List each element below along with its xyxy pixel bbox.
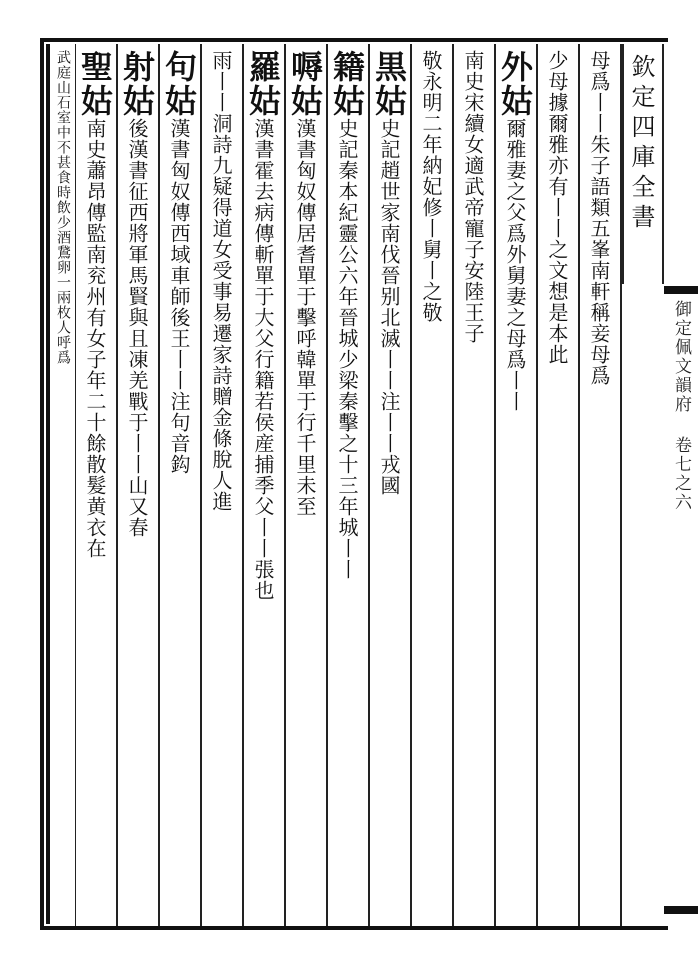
text-column (160, 44, 202, 926)
entry-heading: 黒姑 (370, 50, 408, 118)
text-column (244, 44, 286, 926)
entry-heading: 射姑 (118, 50, 156, 118)
frame-inner-rule (46, 44, 50, 924)
text-column (370, 44, 412, 926)
text-column (202, 44, 244, 926)
column-text: 母爲丨丨朱子語類五峯南軒稱妾母爲 (587, 50, 611, 386)
text-column (286, 44, 328, 926)
text-column (580, 44, 622, 926)
column-text: 史記趙世家南伐晉别北滅丨丨注丨丨戎國 (377, 118, 401, 496)
column-text: 雨丨丨洞詩九疑得道女受事易遷家詩贈金條脫人進 (209, 50, 233, 512)
column-text: 敬永明二年納妃修丨舅丨之敬 (419, 50, 443, 323)
column-text: 南史宋續女適武帝寵子安陸王子 (461, 50, 485, 344)
column-text: 漢書匈奴傳居耆單于擊呼韓單于行千里未至 (293, 118, 317, 517)
book-title: 欽定四庫全書 (622, 44, 664, 284)
column-text: 武庭山石室中不甚食時飲少酒鵞卵一兩枚人呼爲 (55, 50, 71, 365)
entry-heading: 句姑 (160, 50, 198, 118)
gutter-label: 御定佩文韻府 卷七之六 (671, 300, 691, 512)
text-column-narrow (52, 44, 76, 926)
column-text: 後漢書征西將軍馬賢與且凍羌戰于丨丨山又春 (125, 118, 149, 538)
entry-heading: 籍姑 (328, 50, 366, 118)
column-text: 南史蕭昂傳監南兖州有女子年二十餘散髮黄衣在 (83, 118, 107, 559)
text-column (76, 44, 118, 926)
entry-heading: 嗕姑 (286, 50, 324, 118)
text-column (496, 44, 538, 926)
text-column (118, 44, 160, 926)
text-column (412, 44, 454, 926)
text-column (454, 44, 496, 926)
column-text: 少母據爾雅亦有丨丨之文想是本此 (545, 50, 569, 365)
column-text: 史記秦本紀靈公六年晉城少梁秦擊之十三年城丨丨 (335, 118, 359, 580)
text-column (538, 44, 580, 926)
column-text: 漢書匈奴傳西域車師後王丨丨注句音鈎 (167, 118, 191, 475)
gutter-fishtail-top (664, 286, 698, 294)
text-column (328, 44, 370, 926)
column-text: 漢書霍去病傳斬單于大父行籍若侯産捕季父丨丨張也 (251, 118, 275, 601)
entry-heading: 羅姑 (244, 50, 282, 118)
entry-heading: 外姑 (496, 50, 534, 118)
entry-heading: 聖姑 (76, 50, 114, 118)
column-text: 爾雅妻之父爲外舅妻之母爲丨丨 (503, 118, 527, 412)
gutter-fishtail-bottom (664, 906, 698, 914)
